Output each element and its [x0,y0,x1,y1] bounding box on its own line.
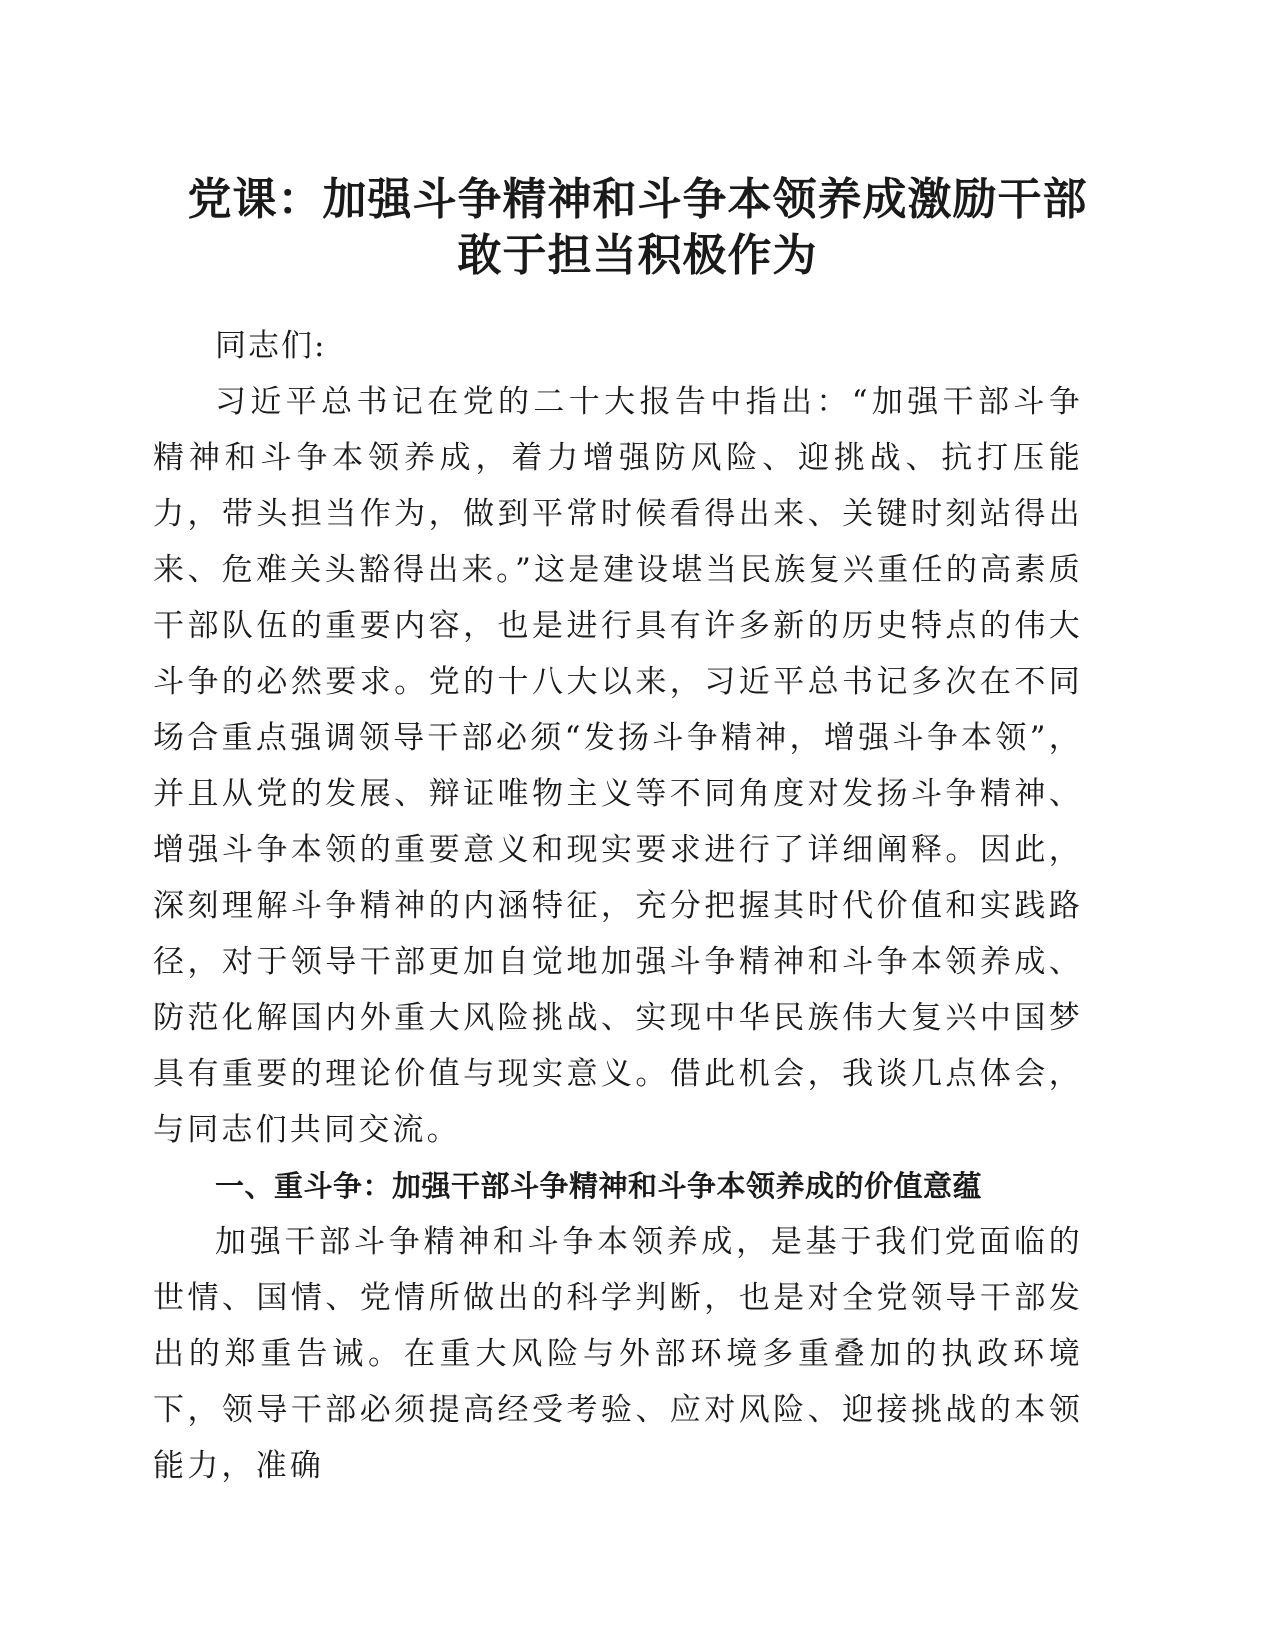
document-body [153,318,1083,1494]
salutation: 同志们: [215,328,327,364]
title-line-1: 党课：加强斗争精神和斗争本领养成激励干部 [187,174,1088,225]
document-title [140,172,1135,284]
title-line-2: 敢于担当积极作为 [457,230,818,281]
section-1-heading: 一、重斗争：加强干部斗争精神和斗争本领养成的价值意蕴 [215,1169,983,1203]
intro-paragraph: 习近平总书记在党的二十大报告中指出：“加强干部斗争精神和斗争本领养成，着力增强防风险、迎挑战、抗打压能力，带头担当作为，做到平常时候看得出来、关键时刻站得出来、危难关头豁得出来。”这是建设堪当民族复兴重任的高素质干部队伍的重要内容，也是进行具有许多新的历史特点的伟大斗争的必然要求。党的十八大以来，习近平总书记多次在不同场合重点强调领导干部必须“发扬斗争精神，增强斗争本领”，并且从党的发展、辩证唯物主义等不同角度对发扬斗争精神、增强斗争本领的重要意义和现实要求进行了详细阐释。因此，深刻理解斗争精神的内涵特征，充分把握其时代价值和实践路径，对于领导干部更加自觉地加强斗争精神和斗争本领养成、防范化解国内外重大风险挑战、实现中华民族伟大复兴中国梦具有重要的理论价值与现实意义。借此机会，我谈几点体会，与同志们共同交流。 [153,384,1083,1148]
section-1-paragraph: 加强干部斗争精神和斗争本领养成，是基于我们党面临的世情、国情、党情所做出的科学判断，也是对全党领导干部发出的郑重告诫。在重大风险与外部环境多重叠加的执政环境下，领导干部必须提高经受考验、应对风险、迎接挑战的本领能力，准确 [153,1224,1083,1484]
